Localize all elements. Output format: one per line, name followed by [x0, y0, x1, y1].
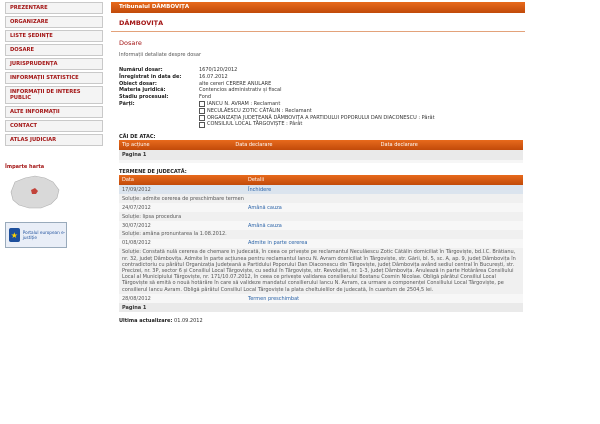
- checkbox-icon: [199, 101, 205, 107]
- cai-atac-title: CĂI DE ATAC:: [119, 134, 156, 141]
- party-item: [199, 101, 435, 108]
- sidebar: [5, 2, 103, 248]
- pagination[interactable]: Pagina 1: [119, 150, 523, 160]
- hearing-solution: Soluție: amâna pronuntarea la 1.08.2012.: [119, 230, 523, 239]
- map-block[interactable]: [5, 164, 103, 214]
- sidebar-item-alte-informatii[interactable]: ALTE INFORMAȚII: [5, 106, 103, 118]
- sidebar-item-jurisprudenta[interactable]: JURISPRUDENȚA: [5, 58, 103, 70]
- hearing-detail-link[interactable]: Închidere: [245, 185, 523, 194]
- table-row: [119, 248, 523, 294]
- romania-map-icon[interactable]: [5, 172, 65, 212]
- column-header: Tip acțiune: [119, 140, 232, 150]
- case-value: Contencios administrativ și fiscal: [199, 87, 282, 94]
- case-info: [119, 67, 525, 128]
- hearing-date: 24/07/2012: [119, 203, 245, 212]
- case-label: Materia juridică:: [119, 87, 166, 94]
- portal-text: Portalul european e-justiție: [22, 230, 66, 240]
- termene-table: [119, 175, 523, 312]
- sidebar-item-atlas-judiciar[interactable]: ATLAS JUDICIAR: [5, 134, 103, 146]
- court-name: DÂMBOVIȚA: [119, 19, 164, 27]
- sidebar-item-prezentare[interactable]: PREZENTARE: [5, 2, 103, 14]
- table-row: [119, 212, 523, 221]
- case-label: Obiect dosar:: [119, 80, 157, 87]
- last-update: [119, 318, 525, 324]
- case-value: Fond: [199, 94, 212, 101]
- case-label: Stadiu procesual:: [119, 94, 169, 101]
- hearing-detail-link[interactable]: Amână cauza: [245, 221, 523, 230]
- case-value: 1670/120/2012: [199, 67, 238, 73]
- table-row[interactable]: [119, 239, 523, 248]
- hearing-detail-link[interactable]: Amână cauza: [245, 203, 523, 212]
- hearing-solution: Soluție: admite cererea de preschimbare termen: [119, 194, 523, 203]
- e-justice-portal-banner[interactable]: [5, 222, 67, 248]
- sidebar-item-contact[interactable]: CONTACT: [5, 120, 103, 132]
- sidebar-item-organizare[interactable]: ORGANIZARE: [5, 16, 103, 28]
- main-content: [111, 2, 525, 324]
- party-name: IANCU N. AVRAM : Reclamant: [207, 100, 281, 107]
- column-header: Detalii: [245, 175, 523, 185]
- table-row[interactable]: [119, 203, 523, 212]
- last-update-label: Ultima actualizare:: [119, 318, 173, 325]
- map-label: Împarte harta: [5, 164, 45, 170]
- column-header: Data declarare: [378, 140, 523, 150]
- eu-stars-icon: ★: [9, 228, 20, 242]
- checkbox-icon: [199, 115, 205, 121]
- sidebar-item-liste-sedinte[interactable]: LISTE ȘEDINȚE: [5, 30, 103, 42]
- hearing-date: 30/07/2012: [119, 221, 245, 230]
- table-row[interactable]: [119, 221, 523, 230]
- last-update-value: 01.09.2012: [174, 318, 203, 325]
- hearing-detail-link[interactable]: Termen preschimbat: [245, 294, 523, 303]
- sidebar-item-informatii-interes-public[interactable]: INFORMAȚII DE INTERES PUBLIC: [5, 86, 103, 104]
- hearing-date: 17/09/2012: [119, 185, 245, 194]
- column-header: Data declarare: [232, 140, 377, 150]
- party-item: [199, 108, 435, 115]
- termene-title: TERMENE DE JUDECATĂ:: [119, 169, 187, 176]
- hearing-solution: Soluție: lipsa procedura: [119, 212, 523, 221]
- pagination[interactable]: Pagina 1: [119, 303, 523, 312]
- table-row: [119, 194, 523, 203]
- divider: [111, 31, 525, 32]
- hearing-detail-link[interactable]: Admite in parte cererea: [245, 239, 523, 248]
- checkbox-icon: [199, 108, 205, 114]
- case-label: Numărul dosar:: [119, 67, 163, 73]
- party-name: NECULĂESCU ZOTIC CĂTĂLIN : Reclamant: [207, 107, 312, 114]
- hearing-solution: Soluție: Constată nulă cererea de chemare in judecată, în ceea ce privește pe reclamantul Neculăescu Zotic Cătălin domiciliat în Târgoviște, bd.I.C. Brătianu, nr. 32, județ Dâmbovița. Admite în parte acțiunea pentru reclamantul Iancu N. Avram domiciliat în Târgoviște, str. Gării, bl. 5, sc. A, ap. 9, județ Dâmbovița în contradictoriu cu pârâtul Organizația Județeană a Partidului Poporului Dan Diaconescu din Târgoviște, județ Dâmbovița având sediul central în București, str. Precizei, nr. 3P, sector 6 și Consiliul Local Târgoviște, cu sediul în Târgoviște, str. Revoluției, nr. 1-3, județ Dâmbovița. Anulează in parte Hotărârea Consiliului Local al Municipiului Târgoviște, nr. 171/10.07.2012, în ceea ce privește validarea consilierului Bostanu Cosmin Nicolae. Obligă pârâtul Consiliul Local Târgoviște să emită o nouă hotărâre în care să valideze mandatul consilierului Iancu N. Avram, ca urmare a componenței Consiliului Local Târgoviște, pe consilierul Iancu Avram. Obligă pârâtul Consiliul Local Târgoviște la plata cheltuielilor de judecată, în cuantum de 2504,5 lei.: [119, 248, 523, 294]
- parties-label: Părți:: [119, 100, 135, 107]
- hearing-date: 28/08/2012: [119, 294, 245, 303]
- case-label: Înregistrat in data de:: [119, 73, 182, 80]
- page-header: Tribunalul DÂMBOVIȚA: [111, 2, 525, 13]
- hearing-date: 01/08/2012: [119, 239, 245, 248]
- section-title: Dosare: [119, 39, 142, 47]
- table-row: [119, 230, 523, 239]
- table-row[interactable]: [119, 185, 523, 194]
- sidebar-item-informatii-statistice[interactable]: INFORMAȚII STATISTICE: [5, 72, 103, 84]
- table-row[interactable]: [119, 294, 523, 303]
- checkbox-icon: [199, 122, 205, 128]
- party-name: CONSILIUL LOCAL TÂRGOVIȘTE : Pârât: [207, 121, 303, 128]
- case-value: 16.07.2012: [199, 73, 228, 80]
- table-spacer: [119, 160, 523, 163]
- case-value: alte cereri CERERE ANULARE: [199, 80, 272, 87]
- table-row[interactable]: [119, 303, 523, 312]
- party-item: [199, 121, 435, 128]
- column-header: Data: [119, 175, 245, 185]
- sidebar-item-dosare[interactable]: DOSARE: [5, 44, 103, 56]
- cai-atac-table: [119, 140, 523, 163]
- party-name: ORGANIZAȚIA JUDEȚEANĂ DÂMBOVIȚA A PARTIDULUI POPORULUI DAN DIACONESCU : Pârât: [207, 114, 435, 121]
- section-subtitle: Informații detaliate despre dosar: [119, 52, 202, 58]
